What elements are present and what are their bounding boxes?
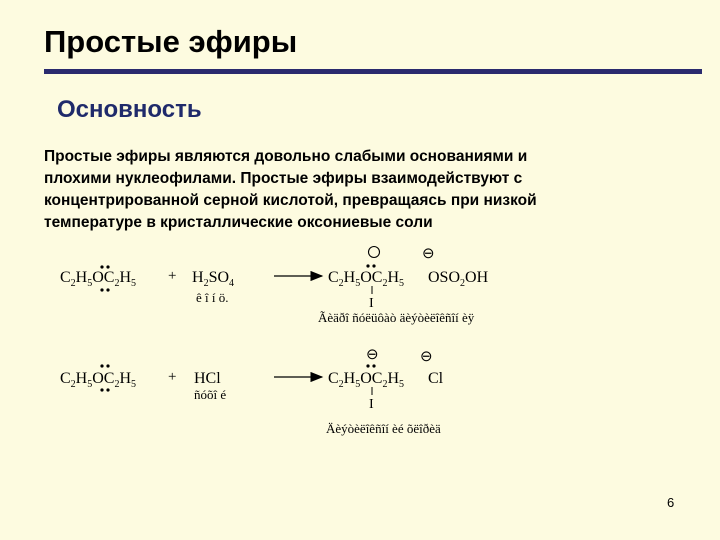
product-formula: $C_2H_5OC_2H_5$ bbox=[328, 370, 405, 390]
product-formula: $C_2H_5OC_2H_5$ bbox=[328, 269, 405, 289]
anion-charge: ⊖ bbox=[422, 246, 435, 262]
formula-text: $C_2H_5OC_2H_5$ bbox=[60, 269, 137, 289]
charge-circle bbox=[369, 247, 380, 258]
plus-sign: + bbox=[168, 268, 177, 284]
body-line: концентрированной серной кислотой, превращаясь при низкой bbox=[44, 192, 537, 209]
plus-sign: + bbox=[168, 369, 177, 385]
hydrogen-label: I bbox=[369, 397, 374, 412]
body-line: Простые эфиры являются довольно слабыми основаниями и bbox=[44, 148, 528, 165]
anion-formula: $OSO_2OH$ bbox=[428, 269, 489, 289]
product-caption: Äèýòèëîêñîí èé õëîðèä bbox=[326, 421, 441, 436]
anion-charge: ⊖ bbox=[420, 349, 433, 365]
page-number: 6 bbox=[667, 495, 675, 510]
body-line: температуре в кристаллические оксониевые соли bbox=[44, 214, 433, 231]
reagent-label: ñóõî é bbox=[194, 387, 227, 402]
reagent-formula: HCl bbox=[194, 370, 221, 387]
section-heading: Основность bbox=[57, 96, 202, 123]
reagent-formula: $H_2SO_4$ bbox=[192, 269, 235, 289]
reaction-1 bbox=[60, 246, 489, 325]
body-line: плохими нуклеофилами. Простые эфиры взаимодействуют с bbox=[44, 170, 523, 187]
product-caption: Ãèäðî ñóëüôàò äèýòèëîêñîí èÿ bbox=[318, 310, 475, 325]
lone-pair-dots bbox=[366, 364, 375, 367]
slide-title: Простые эфиры bbox=[44, 24, 298, 59]
cation-charge: ⊖ bbox=[366, 347, 379, 363]
anion-formula: Cl bbox=[428, 370, 444, 387]
lone-pair-dots bbox=[366, 264, 375, 267]
reaction-2 bbox=[60, 347, 444, 436]
hydrogen-label: I bbox=[369, 296, 374, 311]
formula-text: $C_2H_5OC_2H_5$ bbox=[60, 370, 137, 390]
reagent-label: ê î í ö. bbox=[196, 290, 229, 305]
